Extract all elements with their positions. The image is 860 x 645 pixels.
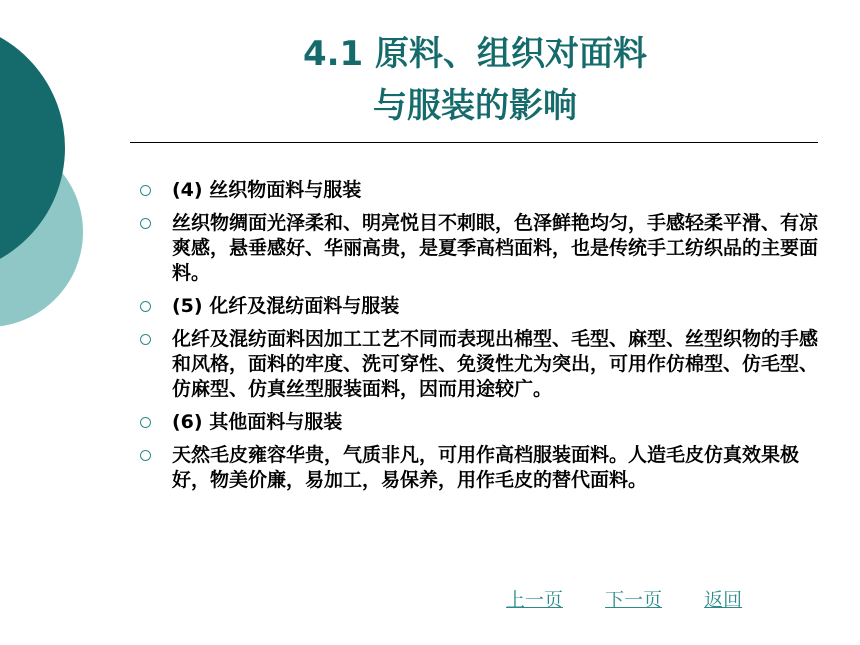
previous-page-link[interactable]: 上一页 — [506, 589, 564, 611]
title-divider — [130, 142, 818, 143]
slide-title — [130, 28, 820, 132]
bullet-item — [140, 178, 820, 203]
title-line-2: 与服装的影响 — [373, 86, 577, 126]
circle-bullet-icon — [140, 218, 151, 229]
bullet-text: (5) 化纤及混纺面料与服装 — [172, 295, 400, 317]
circle-bullet-icon — [140, 301, 151, 312]
bullet-text: (6) 其他面料与服装 — [172, 411, 343, 433]
circle-bullet-icon — [140, 417, 151, 428]
bullet-list — [140, 178, 820, 501]
bullet-item — [140, 327, 820, 402]
bullet-item — [140, 443, 820, 493]
return-link[interactable]: 返回 — [704, 589, 743, 611]
bullet-text: 丝织物绸面光泽柔和、明亮悦目不刺眼，色泽鲜艳均匀，手感轻柔平滑、有凉爽感，悬垂感好、华丽高贵，是夏季高档面料，也是传统手工纺织品的主要面料。 — [172, 212, 819, 284]
circle-bullet-icon — [140, 334, 151, 345]
bullet-text: 天然毛皮雍容华贵，气质非凡，可用作高档服装面料。人造毛皮仿真效果极好，物美价廉，易加工，易保养，用作毛皮的替代面料。 — [172, 444, 800, 491]
bullet-item — [140, 410, 820, 435]
bullet-text: 化纤及混纺面料因加工工艺不同而表现出棉型、毛型、麻型、丝型织物的手感和风格，面料的牢度、洗可穿性、免烫性尤为突出，可用作仿棉型、仿毛型、仿麻型、仿真丝型服装面料，因而用途较广。 — [172, 328, 819, 400]
bullet-item — [140, 294, 820, 319]
circle-bullet-icon — [140, 450, 151, 461]
decorative-circles — [0, 0, 140, 400]
title-line-1: 4.1 原料、组织对面料 — [302, 34, 648, 74]
circle-bullet-icon — [140, 185, 151, 196]
bullet-item — [140, 211, 820, 286]
bullet-text: (4) 丝织物面料与服装 — [172, 179, 362, 201]
slide-navigation — [506, 585, 742, 612]
next-page-link[interactable]: 下一页 — [605, 589, 663, 611]
